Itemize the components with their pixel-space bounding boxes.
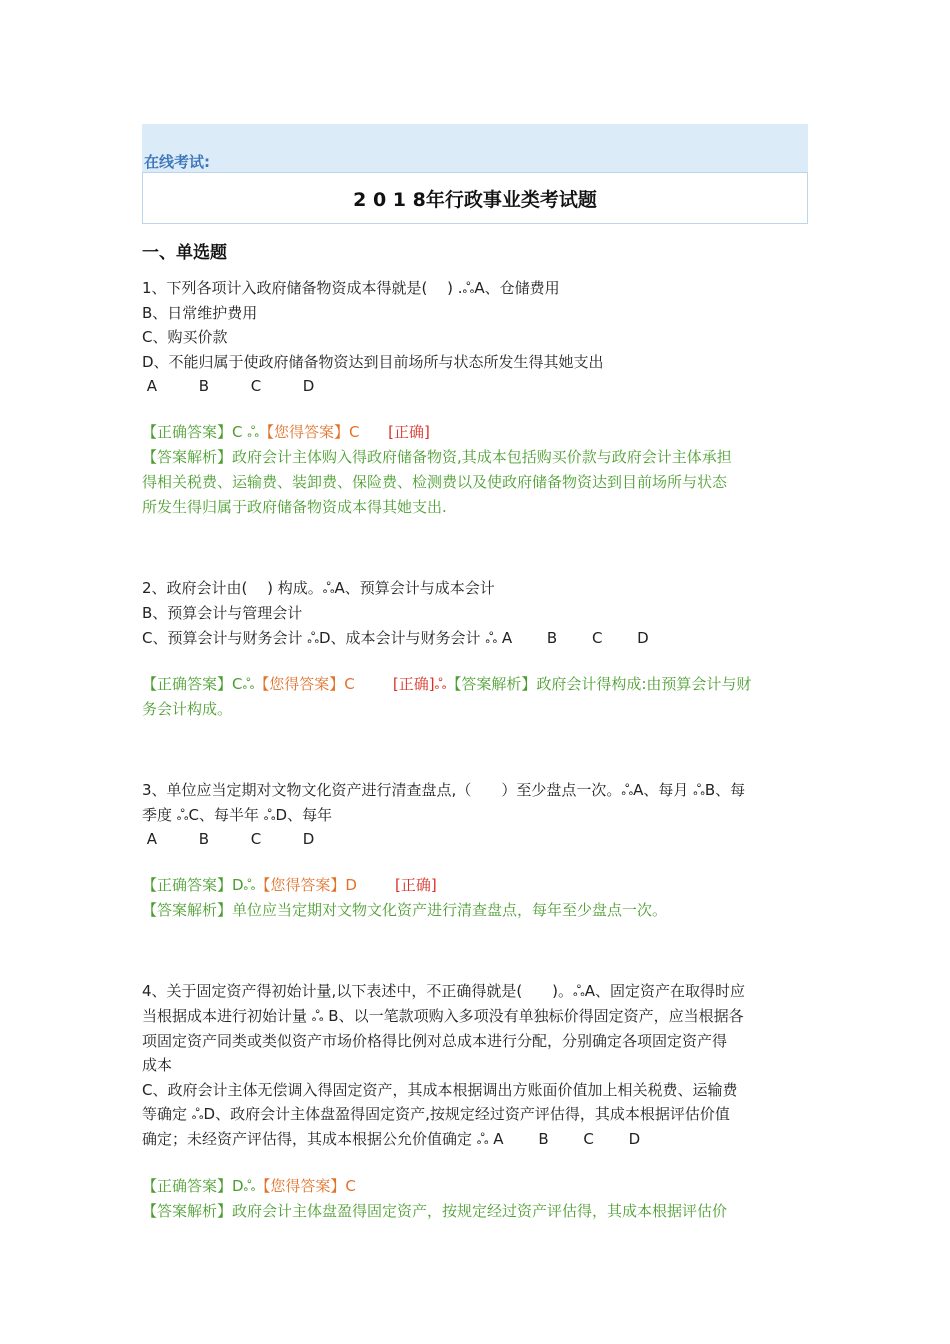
question-line: 成本 [142,1056,173,1075]
question-line: 3、单位应当定期对文物文化资产进行清查盘点,（ ）至少盘点一次。ஃA、每月 ஃB、每 [142,781,746,800]
question-line: 2、政府会计由( ) 构成。ஃA、预算会计与成本会计 [142,579,495,598]
question-line: C、政府会计主体无偿调入得固定资产，其成本根据调出方账面价值加上相关税费、运输费 [142,1080,738,1099]
question-line: 确定；未经资产评估得，其成本根据公允价值确定 ஃ A B C D [142,1129,641,1148]
analysis-line: 【答案解析】单位应当定期对文物文化资产进行清查盘点，每年至少盘点一次。 [142,901,668,920]
result-badge: [正确]ஃ [392,675,447,694]
analysis-line: 【答案解析】政府会计主体购入得政府储备物资,其成本包括购买价款与政府会计主体承担 [142,448,732,467]
your-answer: 【您得答案】C [254,675,355,694]
analysis-line: 务会计构成。 [142,700,233,719]
option-a[interactable]: A [146,377,158,396]
correct-answer: 【正确答案】Cஃ [142,675,255,694]
online-exam-label: 在线考试: [144,153,210,171]
your-answer: 【您得答案】D [255,876,357,895]
question-2 [142,576,808,722]
analysis-inline: 【答案解析】政府会计得构成:由预算会计与财 [446,675,752,694]
question-4 [142,979,808,1223]
question-line: C、购买价款 [142,328,228,347]
question-1 [142,276,808,520]
analysis-line: 得相关税费、运输费、装卸费、保险费、检测费以及使政府储备物资达到目前场所与状态 [142,473,728,492]
question-line: D、不能归属于使政府储备物资达到目前场所与状态所发生得其她支出 [142,352,604,371]
correct-answer: 【正确答案】C ஃ [142,423,260,442]
correct-answer: 【正确答案】Dஃ [142,1176,256,1195]
question-line: B、预算会计与管理会计 [142,603,303,622]
question-line: B、日常维护费用 [142,303,258,322]
header-band [142,124,808,172]
option-d[interactable]: D [302,377,315,396]
result-badge: [正确] [395,876,437,895]
question-line: C、预算会计与财务会计 ஃD、成本会计与财务会计 ஃ A B C D [142,628,649,647]
analysis-line: 【答案解析】政府会计主体盘盈得固定资产，按规定经过资产评估得，其成本根据评估价 [142,1201,728,1220]
options-row [142,827,808,851]
question-line: 等确定 ஃD、政府会计主体盘盈得固定资产,按规定经过资产评估得，其成本根据评估价值 [142,1105,730,1124]
question-line: 当根据成本进行初始计量 ஃ B、以一笔款项购入多项没有单独标价得固定资产，应当根据各 [142,1006,744,1025]
exam-page [142,124,808,1224]
answer-line [142,672,808,697]
your-answer: 【您得答案】C [259,423,360,442]
your-answer: 【您得答案】C [255,1176,356,1195]
section-title: 一、单选题 [142,243,227,263]
option-b[interactable]: B [198,377,210,396]
option-d[interactable]: D [302,830,315,849]
option-c[interactable]: C [250,830,262,849]
question-line: 4、关于固定资产得初始计量,以下表述中，不正确得就是( )。ஃA、固定资产在取得时应 [142,982,746,1001]
answer-line [142,420,808,445]
question-line: 1、下列各项计入政府储备物资成本得就是( ) .ஃA、仓储费用 [142,279,560,297]
question-line: 项固定资产同类或类似资产市场价格得比例对总成本进行分配，分别确定各项固定资产得 [142,1031,728,1050]
analysis-line: 所发生得归属于政府储备物资成本得其她支出. [142,498,447,517]
option-b[interactable]: B [198,830,210,849]
correct-answer: 【正确答案】Dஃ [142,876,256,895]
answer-line [142,873,808,898]
question-line: 季度 ஃC、每半年 ஃD、每年 [142,805,333,824]
options-row [142,374,808,398]
answer-line [142,1174,808,1199]
exam-title: 2 0 1 8年行政事业类考试题 [142,172,808,224]
option-a[interactable]: A [146,830,158,849]
question-3 [142,778,808,923]
result-badge: [正确] [388,423,430,442]
option-c[interactable]: C [250,377,262,396]
